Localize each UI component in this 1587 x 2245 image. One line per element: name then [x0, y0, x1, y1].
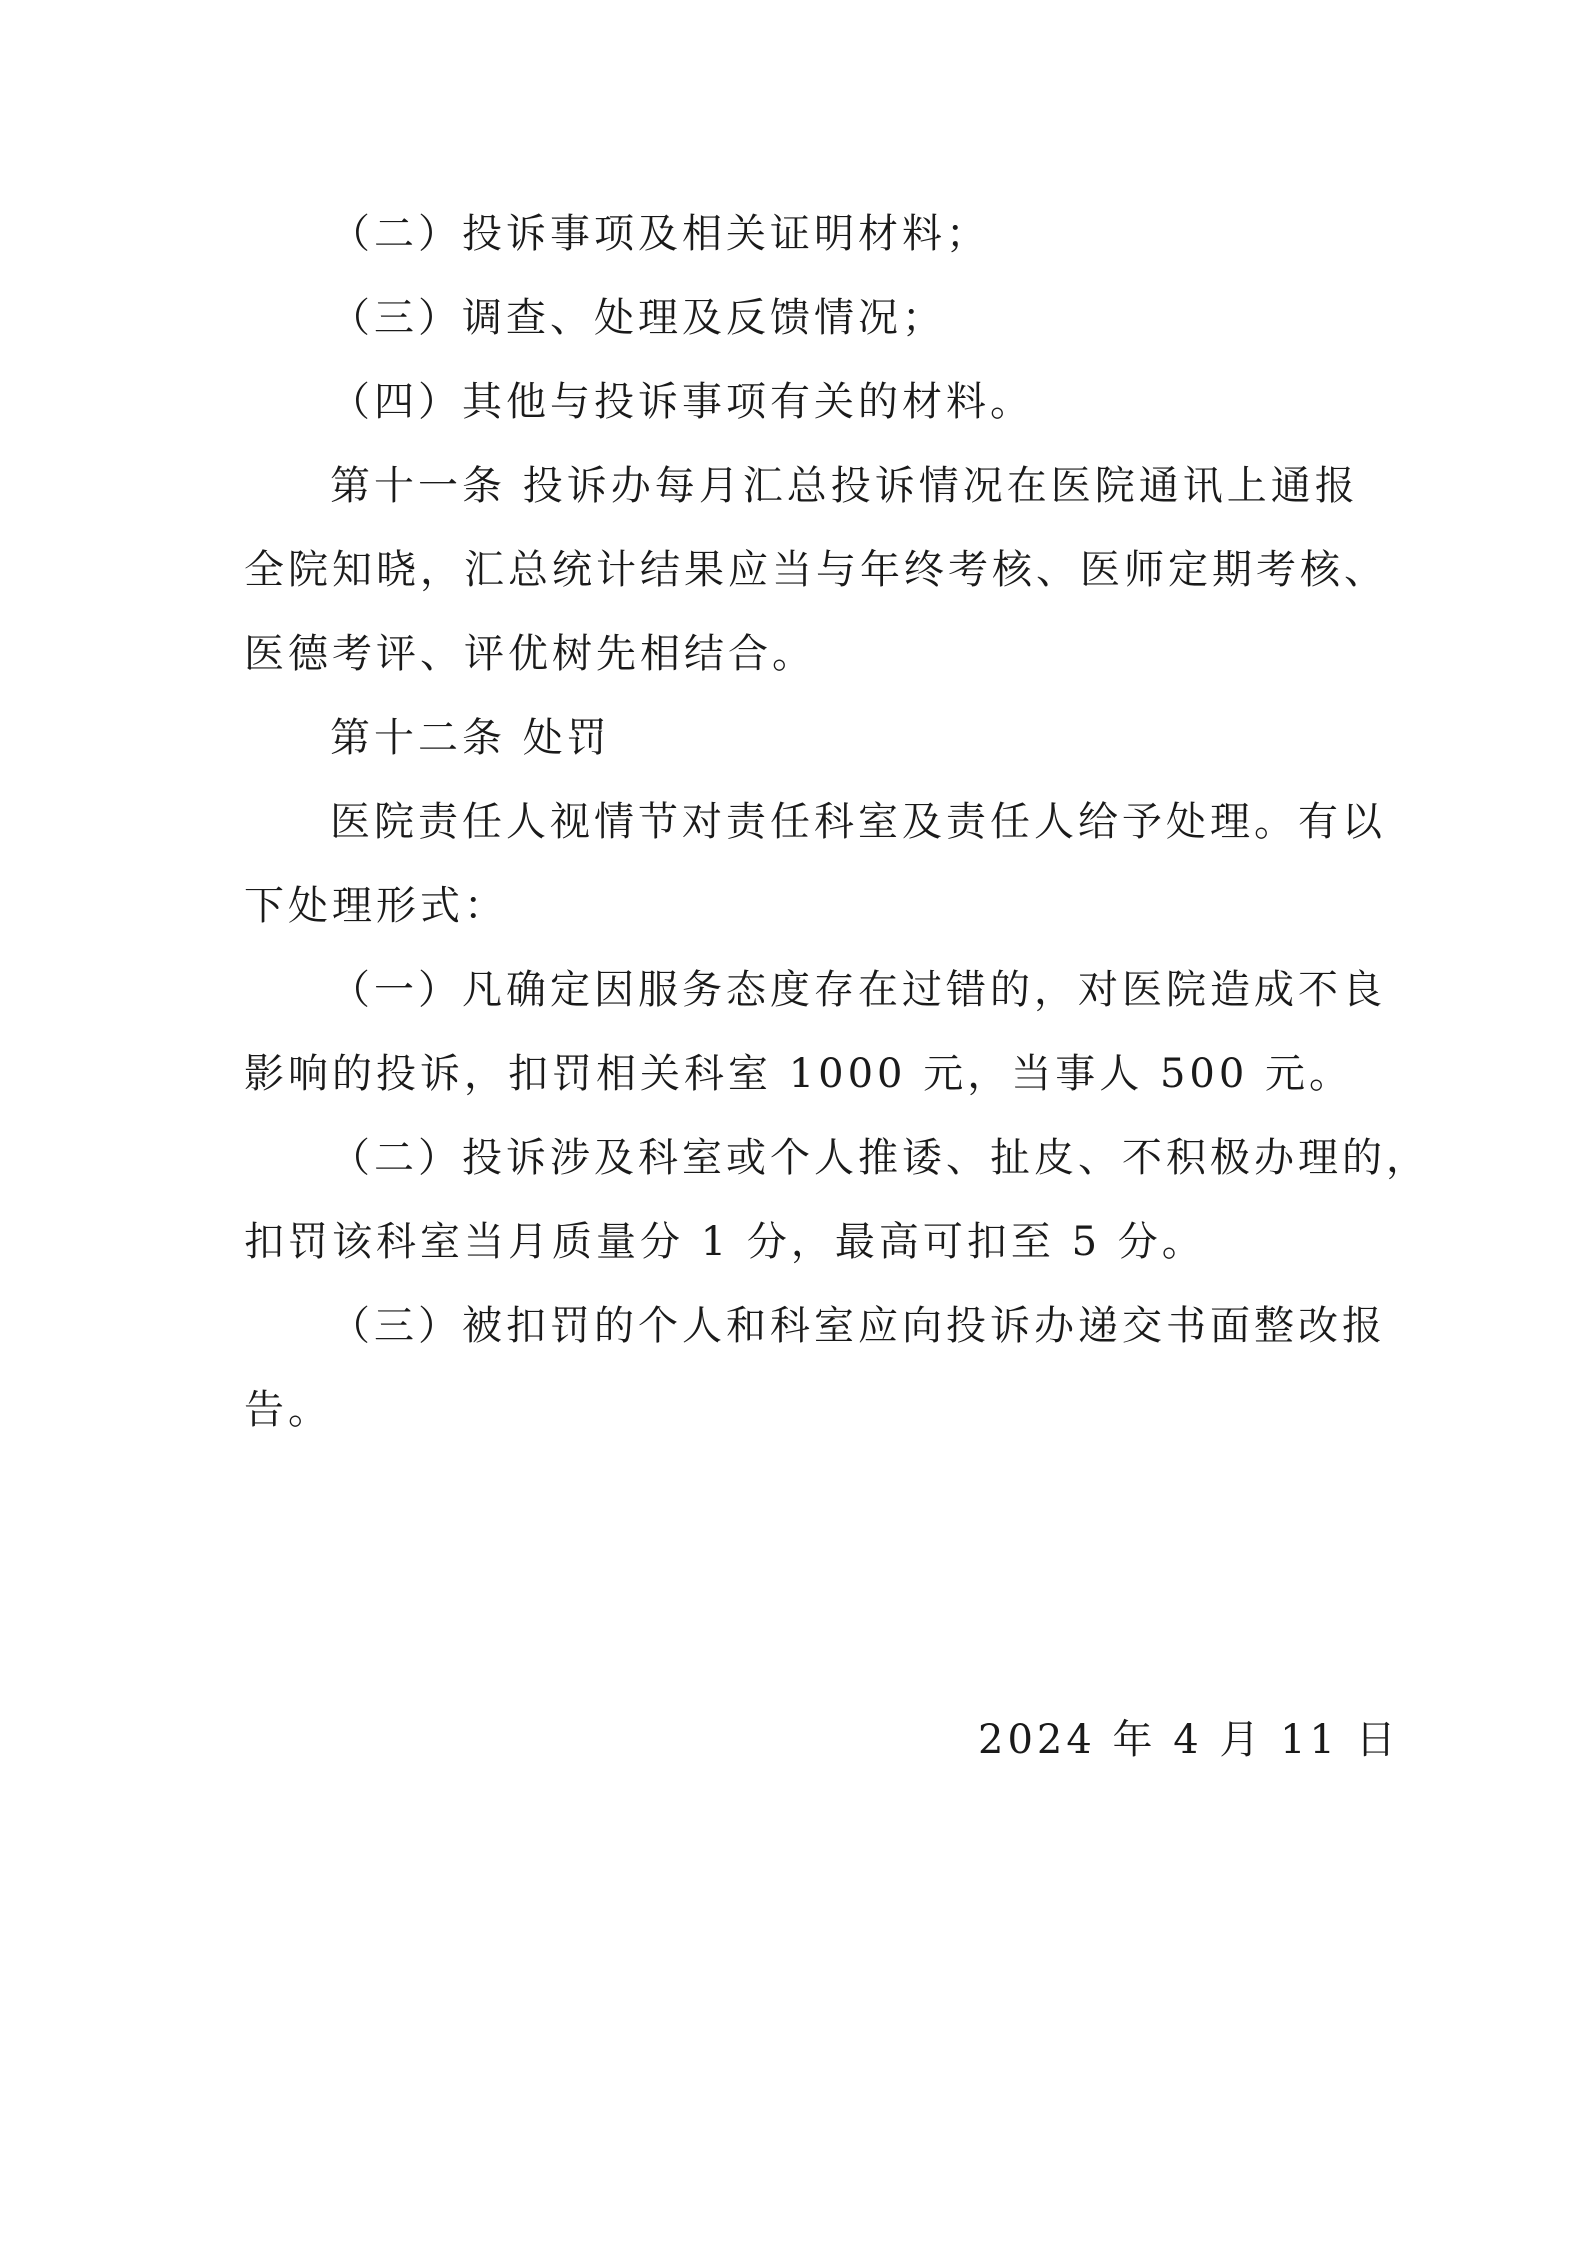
complaint-item-3: （三）调查、处理及反馈情况； [330, 295, 946, 341]
complaint-item-4: （四）其他与投诉事项有关的材料。 [330, 379, 1034, 425]
article-12-heading: 第十二条 处罚 [330, 715, 611, 761]
penalty-intro-line-2: 下处理形式： [244, 883, 508, 929]
penalty-item-2-line-2: 扣罚该科室当月质量分 1 分，最高可扣至 5 分。 [244, 1219, 1206, 1265]
article-11-line-1: 第十一条 投诉办每月汇总投诉情况在医院通讯上通报 [330, 463, 1359, 509]
penalty-item-2-line-1: （二）投诉涉及科室或个人推诿、扯皮、不积极办理的， [330, 1135, 1430, 1181]
penalty-item-3-line-2: 告。 [244, 1387, 332, 1433]
penalty-item-3-line-1: （三）被扣罚的个人和科室应向投诉办递交书面整改报 [330, 1303, 1386, 1349]
penalty-item-1-line-2: 影响的投诉，扣罚相关科室 1000 元，当事人 500 元。 [244, 1051, 1354, 1097]
penalty-item-1-line-1: （一）凡确定因服务态度存在过错的，对医院造成不良 [330, 967, 1386, 1013]
article-11-line-2: 全院知晓，汇总统计结果应当与年终考核、医师定期考核、 [244, 547, 1388, 593]
article-11-line-3: 医德考评、评优树先相结合。 [244, 631, 816, 677]
complaint-item-2: （二）投诉事项及相关证明材料； [330, 211, 990, 257]
penalty-intro-line-1: 医院责任人视情节对责任科室及责任人给予处理。有以 [330, 799, 1386, 845]
document-date: 2024 年 4 月 11 日 [978, 1717, 1400, 1763]
